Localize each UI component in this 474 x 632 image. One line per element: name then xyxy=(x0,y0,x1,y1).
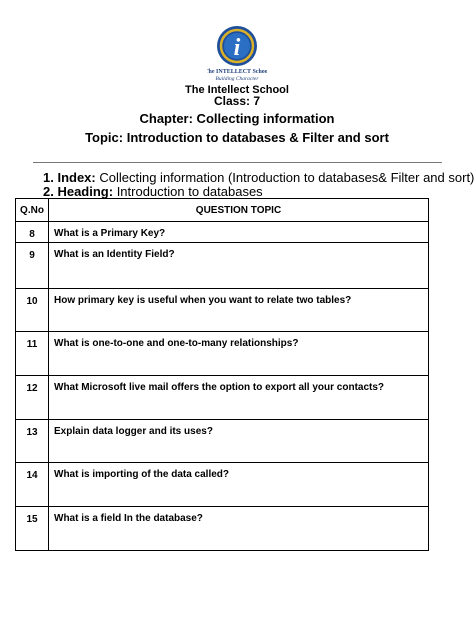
table-row xyxy=(16,222,429,243)
question-number: 12 xyxy=(16,376,49,420)
question-topic: What is a Primary Key? xyxy=(49,222,429,243)
index-line xyxy=(43,170,474,185)
school-name: The Intellect School xyxy=(185,84,289,96)
table-row xyxy=(16,507,429,551)
chapter-title: Chapter: Collecting information xyxy=(139,111,335,126)
school-logo-icon xyxy=(207,24,267,84)
question-number: 8 xyxy=(16,222,49,243)
heading-value: Introduction to databases xyxy=(113,184,263,199)
school-logo xyxy=(207,24,267,84)
question-number: 15 xyxy=(16,507,49,551)
index-value: Collecting information (Introduction to databases& Filter and sort) xyxy=(95,170,474,185)
table-row xyxy=(16,289,429,332)
question-topic: What is a field In the database? xyxy=(49,507,429,551)
question-topic: What Microsoft live mail offers the option to export all your contacts? xyxy=(49,376,429,420)
logo-glyph: i xyxy=(233,35,241,61)
question-number: 10 xyxy=(16,289,49,332)
question-topic: Explain data logger and its uses? xyxy=(49,420,429,463)
question-topic: What is an Identity Field? xyxy=(49,243,429,289)
logo-tagline: Building Character xyxy=(215,76,259,82)
class-line: Class: 7 xyxy=(213,94,261,108)
question-number: 11 xyxy=(16,332,49,376)
column-header-topic: QUESTION TOPIC xyxy=(49,199,429,222)
table-row xyxy=(16,376,429,420)
question-number: 14 xyxy=(16,463,49,507)
topic-title: Topic: Introduction to databases & Filter and sort xyxy=(85,130,389,145)
table-row xyxy=(16,243,429,289)
table-row xyxy=(16,463,429,507)
table-header-row xyxy=(16,199,429,222)
question-number: 13 xyxy=(16,420,49,463)
question-number: 9 xyxy=(16,243,49,289)
heading-label: 2. Heading: xyxy=(43,184,114,199)
heading-line xyxy=(43,184,263,199)
divider xyxy=(33,162,442,163)
column-header-qno: Q.No xyxy=(16,199,49,222)
question-topic: How primary key is useful when you want to relate two tables? xyxy=(49,289,429,332)
question-topic: What is importing of the data called? xyxy=(49,463,429,507)
question-topic: What is one-to-one and one-to-many relationships? xyxy=(49,332,429,376)
question-table xyxy=(15,198,429,551)
index-label: 1. Index: xyxy=(43,170,96,185)
table-row xyxy=(16,332,429,376)
table-row xyxy=(16,420,429,463)
logo-school-text: The INTELLECT School xyxy=(207,69,267,75)
